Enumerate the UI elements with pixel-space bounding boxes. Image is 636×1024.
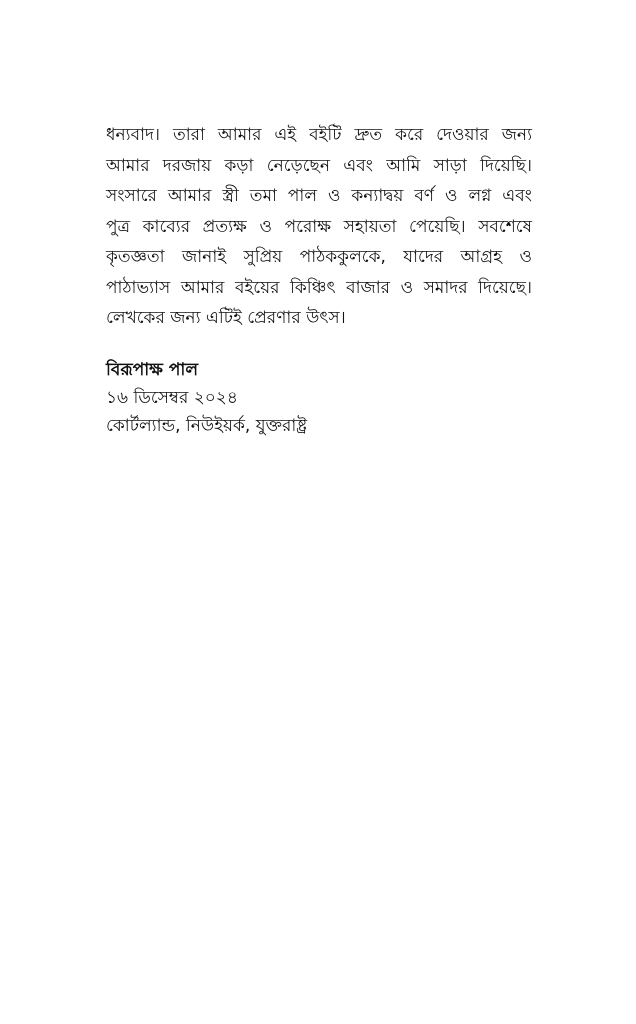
author-name: বিরূপাক্ষ পাল (106, 360, 199, 380)
paragraph-line: পুত্র কাব্যের প্রত্যক্ষ ও পরোক্ষ সহায়তা পেয়েছি। সবশেষে (106, 216, 532, 237)
paragraph-line: কৃতজ্ঞতা জানাই সুপ্রিয় পাঠককুলকে, যাদের আগ্রহ ও (106, 247, 532, 267)
signature-date: ১৬ ডিসেম্বর ২০২৪ (106, 388, 238, 408)
acknowledgement-paragraph (106, 120, 532, 334)
paragraph-line: লেখকের জন্য এটিই প্রেরণার উৎস। (106, 308, 346, 328)
paragraph-line: ধন্যবাদ। তারা আমার এই বইটি দ্রুত করে দেওয়ার জন্য (106, 125, 532, 145)
paragraph-line: সংসারে আমার স্ত্রী তমা পাল ও কন্যাদ্বয় বর্ণ ও লগ্ন এবং (106, 186, 532, 206)
paragraph-line: পাঠাভ্যাস আমার বইয়ের কিঞ্চিৎ বাজার ও সমাদর দিয়েছে। (106, 277, 532, 298)
paragraph-line: আমার দরজায় কড়া নেড়েছেন এবং আমি সাড়া দিয়েছি। (106, 155, 532, 176)
signature-place: কোর্টল্যান্ড, নিউইয়র্ক, যুক্তরাষ্ট্র (106, 416, 308, 436)
author-signature-block (106, 356, 532, 440)
